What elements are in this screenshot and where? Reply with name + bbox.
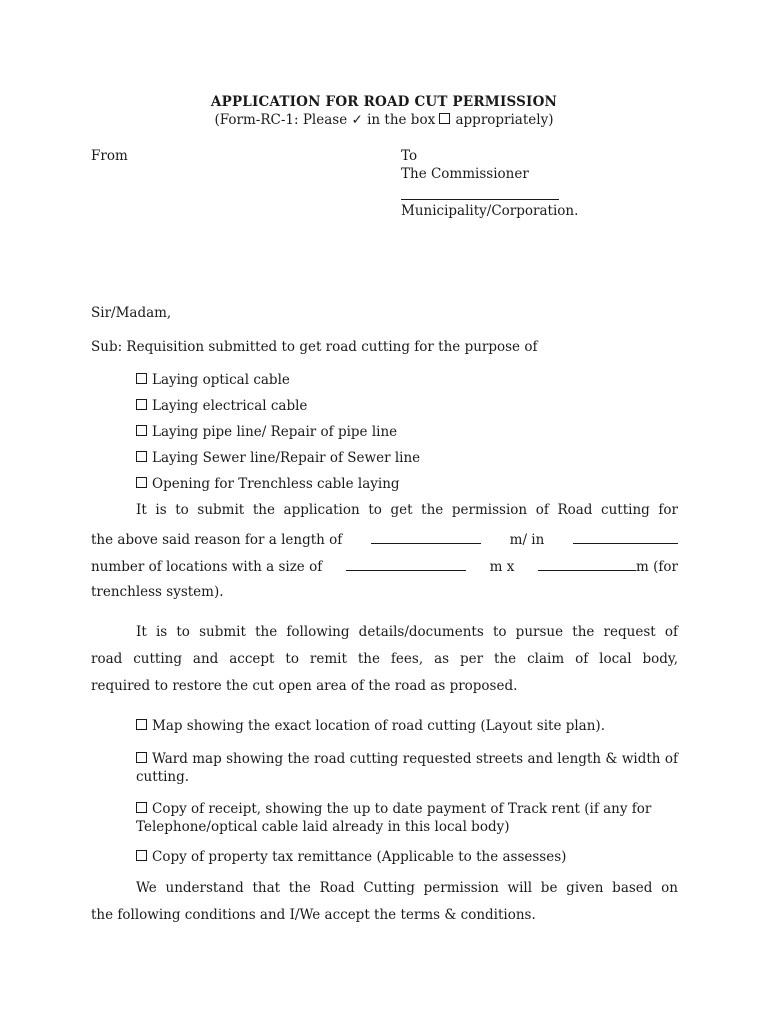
para3-line1: We understand that the Road Cutting permission will be given based on	[136, 880, 678, 896]
subject-line: Sub: Requisition submitted to get road cutting for the purpose of	[91, 339, 538, 355]
locations-blank[interactable]	[573, 529, 678, 544]
purpose-item[interactable]: Opening for Trenchless cable laying	[136, 476, 400, 492]
purpose-item[interactable]: Laying electrical cable	[136, 398, 307, 414]
para2-line2: road cutting and accept to remit the fees, as per the claim of local body,	[91, 651, 678, 667]
to-label: To	[401, 148, 418, 164]
para1-line4: trenchless system).	[91, 584, 224, 600]
form-title: APPLICATION FOR ROAD CUT PERMISSION	[210, 94, 558, 110]
para1-line3: number of locations with a size of m x m (for	[91, 556, 678, 575]
size-length-blank[interactable]	[346, 556, 466, 571]
from-label: From	[91, 148, 128, 164]
length-blank[interactable]	[371, 529, 481, 544]
document-item[interactable]: Copy of receipt, showing the up to date payment of Track rent (if any for Telephone/optical cable laid already in this local body)	[136, 801, 652, 835]
to-municipality: Municipality/Corporation.	[401, 203, 579, 219]
subtitle-text-a: (Form-RC-1: Please	[214, 112, 348, 128]
purpose-item[interactable]: Laying optical cable	[136, 372, 290, 388]
para1-line2: the above said reason for a length of m/ in	[91, 529, 678, 548]
para2-line1: It is to submit the following details/documents to pursue the request of	[136, 624, 678, 640]
size-width-blank[interactable]	[538, 556, 636, 571]
form-subtitle	[0, 112, 768, 128]
purpose-item[interactable]: Laying pipe line/ Repair of pipe line	[136, 424, 397, 440]
checkbox-icon[interactable]	[136, 802, 147, 813]
checkbox-icon[interactable]	[136, 451, 147, 462]
document-item[interactable]: Copy of property tax remittance (Applicable to the assesses)	[136, 849, 566, 865]
para3-line2: the following conditions and I/We accept the terms & conditions.	[91, 907, 536, 923]
subtitle-text-b: in the box	[367, 112, 436, 128]
salutation: Sir/Madam,	[91, 305, 172, 321]
para1-line1: It is to submit the application to get the permission of Road cutting for	[136, 502, 678, 518]
check-mark-icon: ✓	[351, 112, 363, 128]
municipality-name-blank[interactable]	[401, 199, 559, 200]
checkbox-icon[interactable]	[136, 850, 147, 861]
to-addressee: The Commissioner	[401, 166, 529, 182]
checkbox-icon[interactable]	[136, 373, 147, 384]
checkbox-icon[interactable]	[136, 399, 147, 410]
subtitle-text-c: appropriately)	[455, 112, 554, 128]
document-item[interactable]: Ward map showing the road cutting requested streets and length & width of cutting.	[136, 751, 678, 785]
purpose-item[interactable]: Laying Sewer line/Repair of Sewer line	[136, 450, 420, 466]
checkbox-icon[interactable]	[136, 719, 147, 730]
checkbox-icon	[439, 113, 450, 124]
checkbox-icon[interactable]	[136, 425, 147, 436]
checkbox-icon[interactable]	[136, 752, 147, 763]
checkbox-icon[interactable]	[136, 477, 147, 488]
document-item[interactable]: Map showing the exact location of road cutting (Layout site plan).	[136, 718, 605, 734]
para2-line3: required to restore the cut open area of the road as proposed.	[91, 678, 518, 694]
